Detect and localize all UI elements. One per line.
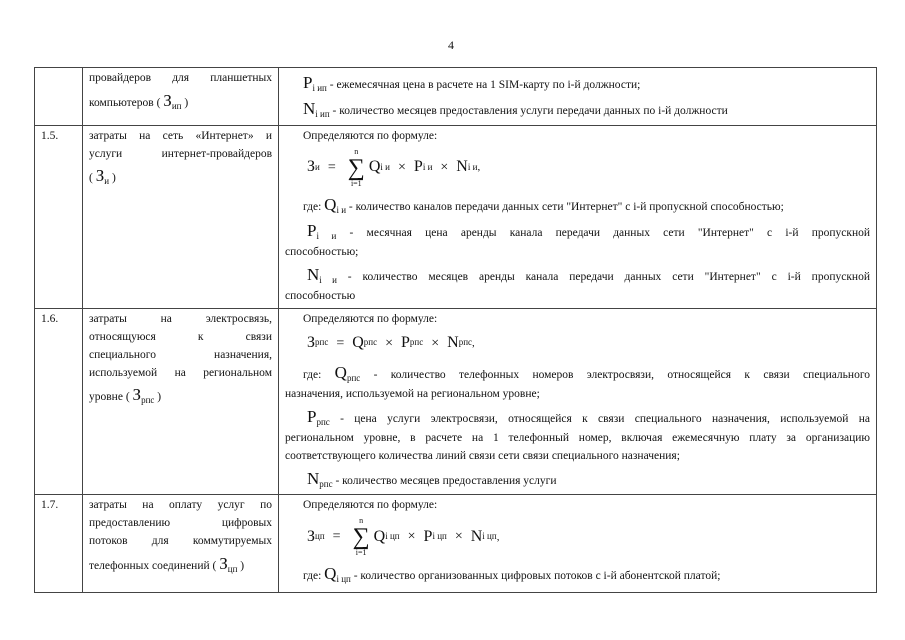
row-number: 1.7. <box>35 495 83 593</box>
cost-item-formula <box>279 125 877 308</box>
cost-item-name: провайдеров для планшетных компьютеров ( $З_{ип}$ ) <box>83 68 279 126</box>
cost-item-formula <box>279 68 877 126</box>
definition: $P_{i ип}$ - ежемесячная цена в расчете на 1 SIM-карту по i-й должности; <box>303 73 641 93</box>
table-row <box>35 495 877 593</box>
formula-intro: Определяются по формуле: <box>303 129 438 142</box>
row-number: 1.5. <box>35 125 83 308</box>
definition: $P_{рпс}$ - цена услуги электросвязи, относящейся к связи специального назначения, используемой на региональном уровне, в расчете на 1 телефонный номер, включая ежемесячную плату за организацию соответствующего количества линий связи сети связи специального назначения; <box>285 406 870 463</box>
definition: $N_{i и}$ - количество месяцев аренды канала передачи данных сети "Интернет" с i-й пропускной способностью <box>285 265 870 303</box>
definition: где: $Q_{i цп}$ - количество организованных цифровых потоков с i-й абонентской платой; <box>303 564 721 585</box>
sum-symbol: n ∑ i=1 <box>352 516 370 558</box>
cost-item-name: затраты на сеть «Интернет» и услуги интернет-провайдеров ( $З_и$ ) <box>83 125 279 308</box>
definition: $P_{i и}$ - месячная цена аренды канала передачи данных сети "Интернет" с i-й пропускной способностью; <box>285 220 870 259</box>
cost-item-name: затраты на оплату услуг по предоставлению цифровых потоков для коммутируемых телефонных соединений ( $З_{цп}$ ) <box>83 495 279 593</box>
page-number: 4 <box>448 38 454 52</box>
formula: З рпс = Q рпс × P рпс × N рпс , <box>307 333 475 351</box>
row-number: 1.6. <box>35 309 83 495</box>
formula-intro: Определяются по формуле: <box>303 313 438 326</box>
row-number <box>35 68 83 126</box>
cost-item-formula <box>279 495 877 593</box>
definition: где: $Q_{i и}$ - количество каналов передачи данных сети "Интернет" с i-й пропускной способностью; <box>303 194 784 215</box>
table-row <box>35 309 877 495</box>
sum-symbol: n ∑ i=1 <box>347 146 365 188</box>
formula: З цп = n ∑ i=1 Q i цп × P i цп × N i цп , <box>307 516 500 558</box>
table-row <box>35 68 877 126</box>
definition: $N_{i ип}$ - количество месяцев предоставления услуги передачи данных по i-й должности <box>303 99 728 120</box>
formula-intro: Определяются по формуле: <box>303 499 438 512</box>
formula: З и = n ∑ i=1 Q i и × P i и × N i и , <box>307 146 481 188</box>
definition: $N_{рпс}$ - количество месяцев предоставления услуги <box>307 468 557 489</box>
cost-table <box>34 67 877 593</box>
table-row <box>35 125 877 308</box>
cost-item-formula <box>279 309 877 495</box>
cost-item-name: затраты на электросвязь, относящуюся к связи специального назначения, используемой на региональном уровне ( $З_{рпс}$ ) <box>83 309 279 495</box>
definition: где: $Q_{рпс}$ - количество телефонных номеров электросвязи, относящейся к связи специального назначения, используемой на региональном уровне; <box>285 362 871 401</box>
